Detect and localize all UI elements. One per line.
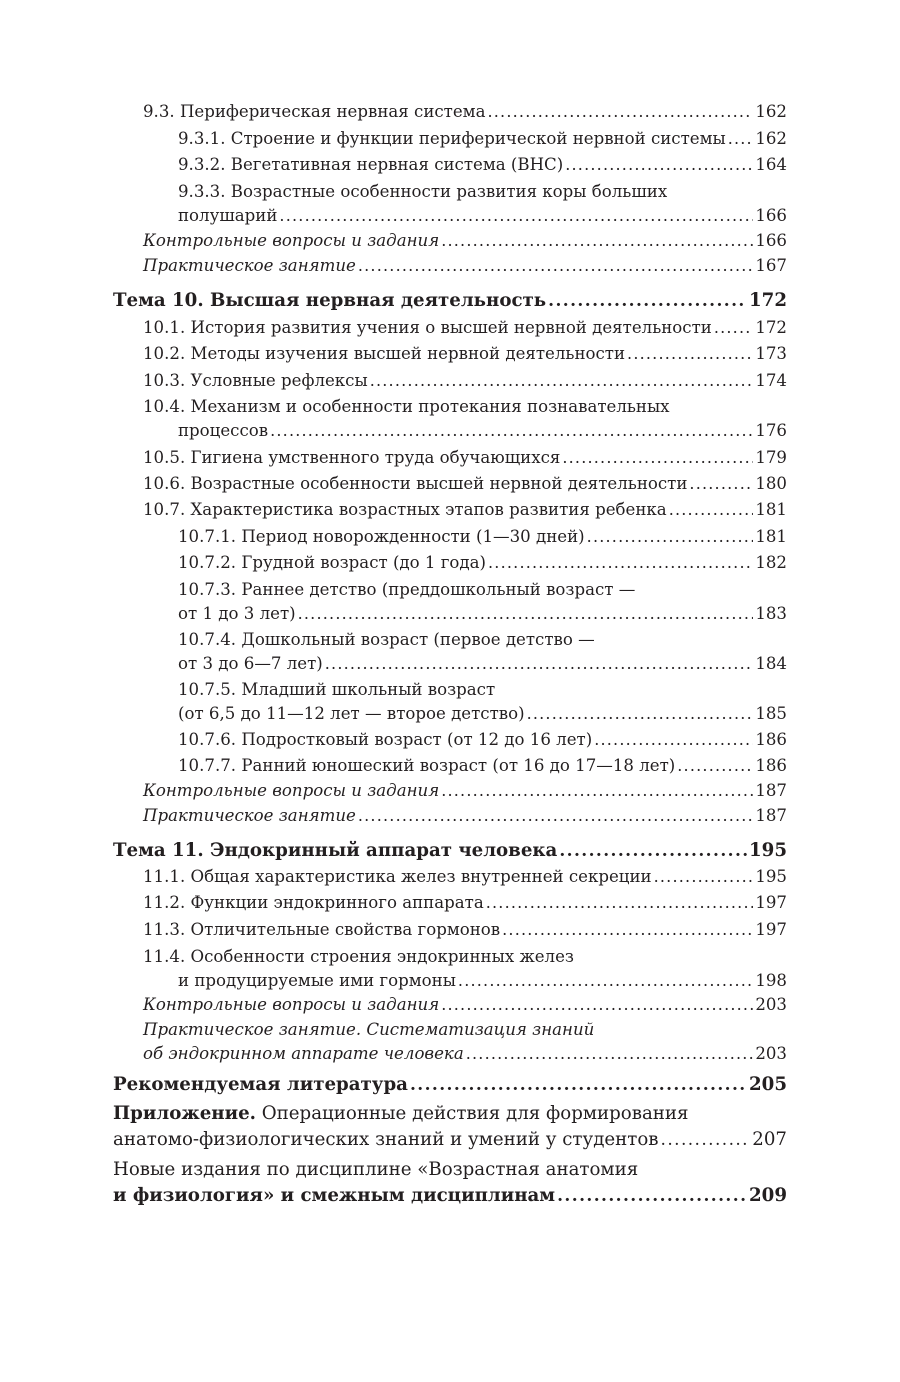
toc-entry-line (178, 153, 787, 177)
dot-leader (565, 153, 753, 177)
toc-entry-page-number: 181 (755, 500, 787, 519)
toc-entry-title: от 3 до 6—7 лет) (178, 654, 323, 673)
dot-leader (548, 288, 747, 314)
toc-entry-page-number: 187 (755, 806, 787, 825)
dot-leader (441, 779, 753, 803)
toc-entry-line (178, 525, 787, 549)
dot-leader (370, 369, 754, 393)
toc-entry-page-number: 207 (752, 1129, 787, 1150)
toc-entry-title: (от 6,5 до 11—12 лет — второе детство) (178, 704, 525, 723)
toc-entry-page-number: 186 (755, 756, 787, 775)
toc-entry-title: 10.7.1. Период новорожденности (1—30 дней) (178, 527, 585, 546)
dot-leader (466, 1042, 754, 1066)
toc-entry-line (178, 204, 787, 228)
toc-entry-page-number: 162 (755, 129, 787, 148)
toc-entry-title: 11.1. Общая характеристика желез внутренней секреции (143, 867, 652, 886)
toc-entry-page-number: 195 (749, 840, 787, 861)
toc-entry-line (178, 702, 787, 726)
toc-entry-page-number: 197 (755, 920, 787, 939)
dot-leader (488, 551, 753, 575)
toc-entry-line (143, 342, 787, 366)
toc-entry-title: 10.7.6. Подростковый возраст (от 12 до 16 лет) (178, 730, 593, 749)
toc-entry-title: Тема 11. Эндокринный аппарат человека (113, 840, 558, 861)
dot-leader (594, 728, 753, 752)
toc-entry-line (178, 754, 787, 778)
toc-entry-title: Рекомендуемая литература (113, 1074, 408, 1095)
toc-entry-page-number: 185 (755, 704, 787, 723)
toc-entry-line (113, 288, 787, 314)
toc-entry-line (178, 652, 787, 676)
toc-entry-title-text: Новые издания по дисциплине «Возрастная анатомия (113, 1159, 639, 1180)
toc-entry-title: 10.7. Характеристика возрастных этапов развития ребенка (143, 500, 667, 519)
toc-entry-title: об эндокринном аппарате человека (143, 1044, 464, 1063)
toc-entry-title: 9.3.2. Вегетативная нервная система (ВНС) (178, 155, 564, 174)
toc-entry-title-text: Практическое занятие. Систематизация знаний (143, 1020, 595, 1039)
toc-entry-line (143, 865, 787, 889)
dot-leader (661, 1127, 751, 1153)
dot-leader (325, 652, 754, 676)
toc-entry-line (143, 472, 787, 496)
toc-entry-line (178, 419, 787, 443)
toc-entry-page-number: 181 (755, 527, 787, 546)
dot-leader (669, 498, 754, 522)
dot-leader (689, 472, 753, 496)
toc-entry-page-number: 203 (755, 1044, 787, 1063)
toc-entry-title: 9.3. Периферическая нервная система (143, 102, 486, 121)
toc-entry-title: 10.1. История развития учения о высшей нервной деятельности (143, 318, 712, 337)
toc-entry-page-number: 197 (755, 893, 787, 912)
dot-leader (358, 804, 753, 828)
toc-entry-page-number: 183 (755, 604, 787, 623)
dot-leader (279, 204, 753, 228)
toc-entry-line (143, 229, 787, 253)
toc-entry-page-number: 182 (755, 553, 787, 572)
dot-leader (410, 1072, 747, 1098)
toc-entry-line (143, 498, 787, 522)
dot-leader (587, 525, 754, 549)
toc-entry-line (143, 779, 787, 803)
toc-entry-line (178, 551, 787, 575)
toc-entry-title: и продуцируемые ими гормоны (178, 971, 456, 990)
dot-leader (527, 702, 754, 726)
toc-entry-page-number: 187 (755, 781, 787, 800)
toc-entry-line (113, 1072, 787, 1098)
toc-entry-line (143, 891, 787, 915)
toc-entry-title-line1 (178, 578, 635, 602)
toc-entry-page-number: 186 (755, 730, 787, 749)
toc-entry-page-number: 164 (755, 155, 787, 174)
toc-entry-title: 10.3. Условные рефлексы (143, 371, 368, 390)
toc-entry-title-text: 10.4. Механизм и особенности протекания познавательных (143, 397, 670, 416)
dot-leader (627, 342, 753, 366)
toc-entry-line (178, 602, 787, 626)
toc-entry-line (143, 369, 787, 393)
toc-entry-page-number: 180 (755, 474, 787, 493)
toc-entry-title-text: 10.7.3. Раннее детство (преддошкольный возраст — (178, 580, 636, 599)
toc-entry-title-text: 10.7.4. Дошкольный возраст (первое детство — (178, 630, 595, 649)
toc-entry-line (143, 446, 787, 470)
toc-entry-title: Практическое занятие (143, 806, 356, 825)
dot-leader (441, 229, 753, 253)
toc-entry-page-number: 174 (755, 371, 787, 390)
toc-entry-page-number: 176 (755, 421, 787, 440)
toc-entry-page-number: 179 (755, 448, 787, 467)
toc-entry-title: 10.2. Методы изучения высшей нервной деятельности (143, 344, 626, 363)
toc-entry-title: 10.7.2. Грудной возраст (до 1 года) (178, 553, 487, 572)
toc-entry-line (143, 100, 787, 124)
toc-entry-page-number: 184 (755, 654, 787, 673)
dot-leader (487, 100, 753, 124)
toc-entry-line (143, 316, 787, 340)
dot-leader (714, 316, 754, 340)
toc-entry-line (113, 1183, 787, 1209)
toc-entry-page-number: 167 (755, 256, 787, 275)
toc-entry-page-number: 162 (755, 102, 787, 121)
toc-entry-line (178, 969, 787, 993)
toc-entry-title-text: 10.7.5. Младший школьный возраст (178, 680, 496, 699)
toc-entry-line (113, 838, 787, 864)
dot-leader (654, 865, 754, 889)
toc-entry-title: анатомо-физиологических знаний и умений у студентов (113, 1129, 659, 1150)
toc-entry-title-line1 (143, 945, 574, 969)
toc-entry-line (143, 804, 787, 828)
dot-leader (557, 1183, 747, 1209)
toc-entry-title: полушарий (178, 206, 278, 225)
dot-leader (486, 891, 754, 915)
toc-entry-page-number: 205 (749, 1074, 787, 1095)
toc-entry-title: Контрольные вопросы и задания (143, 995, 440, 1014)
toc-entry-title-text: Операционные действия для формирования (255, 1103, 689, 1124)
toc-entry-title: Контрольные вопросы и задания (143, 231, 440, 250)
dot-leader (270, 419, 753, 443)
toc-entry-page-number: 198 (755, 971, 787, 990)
toc-entry-page-number: 172 (755, 318, 787, 337)
toc-entry-line (143, 993, 787, 1017)
toc-entry-title-line1 (178, 678, 495, 702)
toc-entry-line (143, 1042, 787, 1066)
toc-entry-title: 9.3.1. Строение и функции периферической нервной системы (178, 129, 726, 148)
toc-entry-title-text: 11.4. Особенности строения эндокринных желез (143, 947, 574, 966)
dot-leader (728, 127, 754, 151)
toc-entry-title: Практическое занятие (143, 256, 356, 275)
toc-entry-line (113, 1127, 787, 1153)
toc-entry-title: Тема 10. Высшая нервная деятельность (113, 290, 547, 311)
toc-entry-title: 10.7.7. Ранний юношеский возраст (от 16 до 17—18 лет) (178, 756, 676, 775)
toc-entry-page-number: 203 (755, 995, 787, 1014)
toc-entry-title-line1 (178, 180, 667, 204)
toc-entry-line (143, 254, 787, 278)
dot-leader (458, 969, 753, 993)
toc-entry-title-line1 (143, 1018, 594, 1042)
toc-entry-label: Приложение. (113, 1103, 256, 1124)
toc-entry-line (178, 728, 787, 752)
dot-leader (358, 254, 753, 278)
toc-entry-title: процессов (178, 421, 269, 440)
dot-leader (559, 838, 747, 864)
toc-entry-title: от 1 до 3 лет) (178, 604, 296, 623)
toc-entry-title-text: 9.3.3. Возрастные особенности развития коры больших (178, 182, 668, 201)
toc-entry-title: 10.6. Возрастные особенности высшей нервной деятельности (143, 474, 688, 493)
dot-leader (441, 993, 753, 1017)
toc-entry-title: и физиология» и смежным дисциплинам (113, 1185, 556, 1206)
toc-entry-title: 10.5. Гигиена умственного труда обучающихся (143, 448, 561, 467)
dot-leader (562, 446, 753, 470)
toc-entry-title-line1 (113, 1157, 638, 1183)
toc-entry-title: Контрольные вопросы и задания (143, 781, 440, 800)
toc-entry-page-number: 172 (749, 290, 787, 311)
toc-entry-page-number: 209 (749, 1185, 787, 1206)
dot-leader (502, 918, 753, 942)
toc-entry-page-number: 166 (755, 231, 787, 250)
toc-entry-title: 11.2. Функции эндокринного аппарата (143, 893, 484, 912)
dot-leader (298, 602, 754, 626)
toc-entry-page-number: 166 (755, 206, 787, 225)
dot-leader (677, 754, 753, 778)
toc-entry-title-line1 (178, 628, 595, 652)
toc-entry-title-line1 (143, 395, 670, 419)
toc-entry-title-line1 (113, 1101, 689, 1127)
toc-entry-title: 11.3. Отличительные свойства гормонов (143, 920, 501, 939)
toc-entry-page-number: 173 (755, 344, 787, 363)
toc-entry-page-number: 195 (755, 867, 787, 886)
toc-entry-line (178, 127, 787, 151)
toc-entry-line (143, 918, 787, 942)
